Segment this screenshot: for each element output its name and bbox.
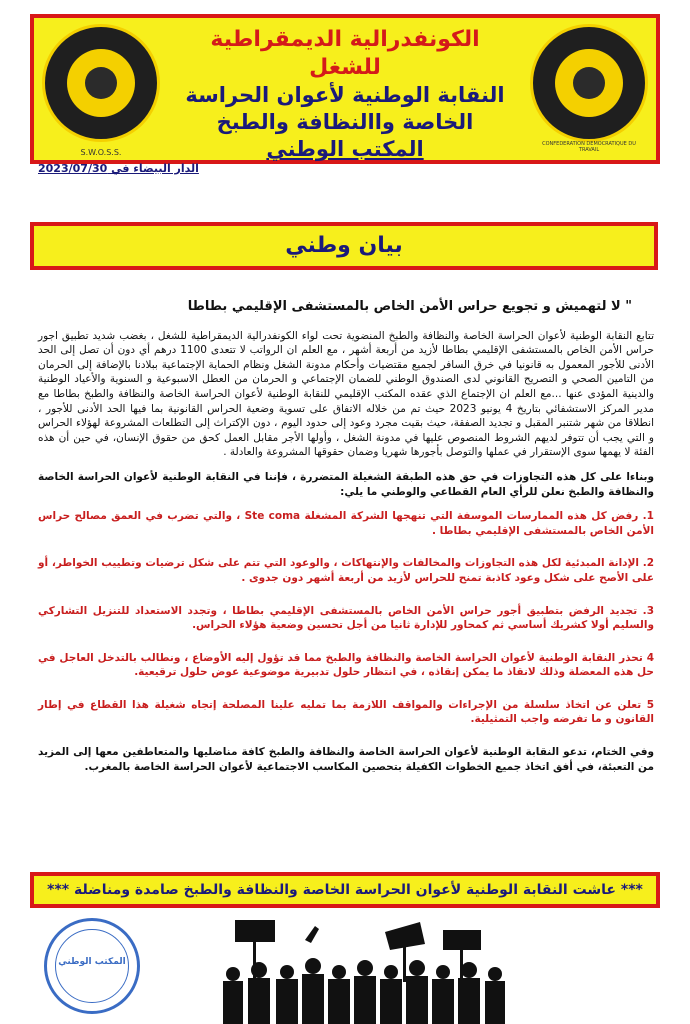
- point-1: 1. رفض كل هذه الممارسات الموسفة التي تنهجها الشركة المشغلة Ste coma ، والتي تضرب في العمق مصالح حراس الأمن الخاص بالمستشفى الإقليمي بطاطا .: [38, 510, 654, 537]
- stamp-text: المكتب الوطني: [58, 957, 126, 967]
- union-stamp-icon: [44, 918, 140, 1014]
- statement-subject: " لا لتهميش و تجويع حراس الأمن الخاص بالمستشفى الإقليمي بطاطا: [187, 299, 632, 314]
- closing-paragraph: وفي الختام، تدعو النقابة الوطنية لأعوان الحراسة الخاصة والنظافة والطبخ كافة مناضليها والمتعاطفين معها إلى المزيد من التعبئة، في أفق اتخاذ جميع الخطوات الكفيلة بتحصين المكاسب الاجتماعية لأعوان الحراسة الخاصة بالمغرب.: [38, 746, 654, 773]
- right-logo-tag: CONFEDERATION DEMOCRATIQUE DU TRAVAIL: [542, 141, 636, 153]
- intro-paragraph: وبناءا على كل هذه التجاوزات في حق هذه الطبقة الشغيلة المتضررة ، فإننا في النقابة الوطنية لأعوان الحراسة الخاصة والنظافة والطبخ نعلن للرأي العام القطاعي والوطني ما يلي:: [38, 470, 654, 498]
- cdt-gear-icon: [530, 24, 648, 153]
- left-logo-tag: S.W.O.S.S.: [80, 148, 122, 157]
- confederation-name: الكونفدرالية الديمقراطية للشغل: [210, 27, 480, 80]
- union-emblem-icon: [42, 24, 160, 157]
- protest-crowd-icon: [215, 912, 515, 1024]
- body-paragraph: تتابع النقابة الوطنية لأعوان الحراسة الخاصة والنظافة والطبخ المنضوية تحت لواء الكونفدرالية الديمقراطية للشغل ، بغضب شديد تطبيق اجور حراس الأمن الخاص بالمستشفى الإقليمي بطاطا لأزيد من أربعة أشهر ، مع العلم ان الرواتب لا تتعدى 1100 درهم أي دون أن تصل إلى الحد الأدنى للأجور المعمول به قانونيا في خرق السافر لجميع مقتضيات وأحكام مدونة الشغل ونظام الحماية الإجتماعية ببلادنا بالإضافة إلى الحرمان من التامين الصحي و التصريح القانوني لدى الصندوق الوطني للضمان الإجتماعي و الحرمان من العطل الاسبوعية و السنوية والأعياد الوطنية والدينية المؤدى عنها ...مع العلم ان الإجتماع الذي عقده المكتب الإقليمي للنقابة الوطنية لأعوان الحراسة الخاصة والنظافة والطبخ بطاطا مع مدير المركز الاستشفائي بتاريخ 4 يونيو 2023 حيث تم من خلاله الاتفاق على تسوية وضعية الحراس القانونية بما فيها الحد الأدنى للأجور ، انطلاقا من شهر شتنبر المقبل و تجديد الصفقة، حيث بقيت مجرد وعود إلى حدود اليوم ، دون الإكتراث إلى التطلعات المشروعة لهؤلاء الحراس و التي يجب أن تتوفر لديهم الشروط المنصوص عليها في مدونة الشغل ، وأولها الأجر مقابل العمل كحق من حقوق الإنسان، في حين أن هذه الفئة لا يهمها سوى الإستقرار في عملها والتوصل بأجورها شهريا وضمان حقوقها المشروعة والعادلة .: [38, 329, 654, 459]
- point-4: 4 تحذر النقابة الوطنية لأعوان الحراسة الخاصة والنظافة والطبخ مما قد تؤول إليه الأوضاع ، ونطالب بالتدخل العاجل في حل هذه المعضلة وذلك لانقاذ ما يمكن إنقاذه ، في انتظار حلول تدبيرية موضوعية عوض حلول ترقيعية.: [38, 651, 654, 679]
- letterhead-title-block: [184, 26, 506, 163]
- union-name-line1: النقابة الوطنية لأعوان الحراسة: [185, 83, 505, 107]
- national-office: المكتب الوطني: [266, 137, 424, 161]
- point-5: 5 تعلن عن اتخاذ سلسلة من الإجراءات والمواقف اللازمة بما تمليه علينا المصلحة إتجاه شغيلة هذا القطاع في إطار القانون و ما تفرضه واجب التمثيلية.: [38, 698, 654, 726]
- statement-title-banner: بيان وطني: [30, 222, 658, 270]
- union-name-line2: الخاصة واالنظافة والطبخ: [216, 110, 474, 134]
- point-2: 2. الإدانة المبدئية لكل هذه التجاوزات والمخالفات والإنتهاكات ، والوعود التي تتم على شكل ترضيات وتطييب الخواطر، أو على الأصح على شكل وعود كاذبة تمنح للحراس لأزيد من أربعة أشهر دون جدوى .: [38, 557, 654, 584]
- letterhead: [30, 14, 660, 164]
- date-line: الدار البيضاء في 2023/07/30: [38, 162, 199, 175]
- slogan-banner: *** عاشت النقابة الوطنية لأعوان الحراسة الخاصة والنظافة والطبخ صامدة ومناضلة ***: [30, 872, 660, 908]
- point-3: 3. تجديد الرفض بتطبيق أجور حراس الأمن الخاص بالمستشفى الإقليمي بطاطا ، وتجدد الاستعداد للتنزيل التشاركي والسليم أولا كشريك أساسي ثم كمحاور للإدارة ثانيا من أجل تحسين وضعية هؤلاء الحراس.: [38, 604, 654, 632]
- statement-body: [38, 300, 654, 784]
